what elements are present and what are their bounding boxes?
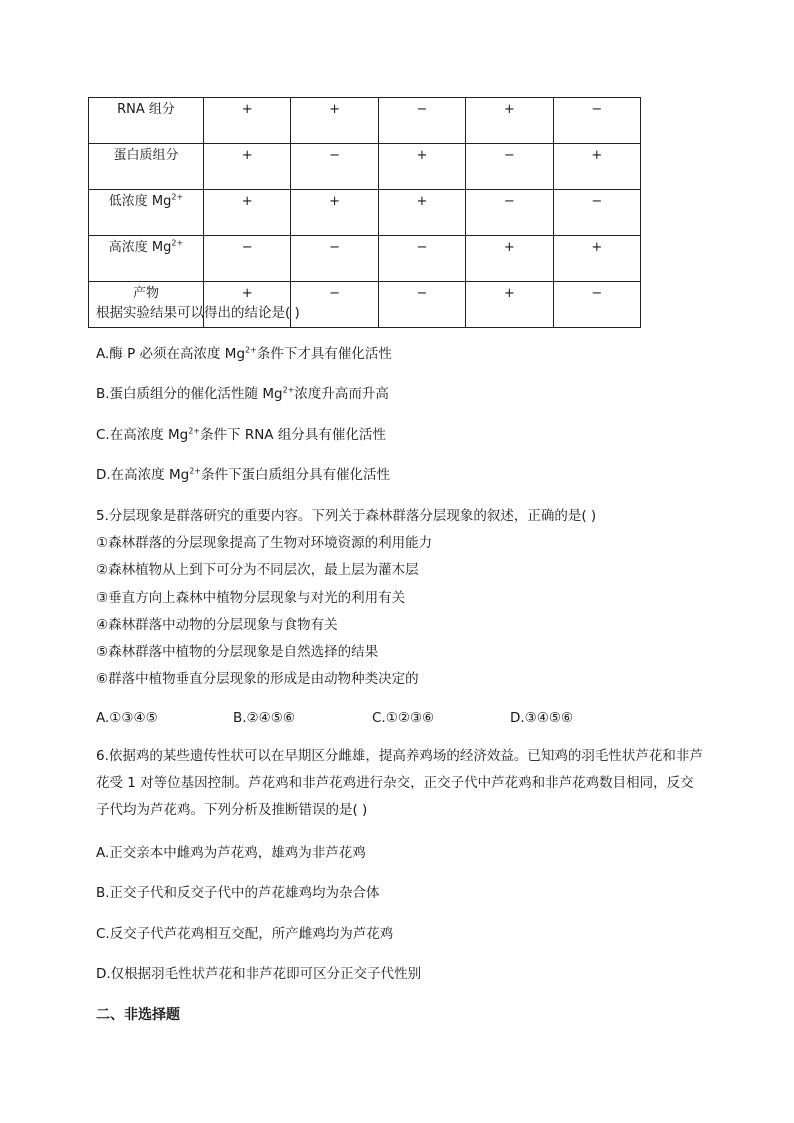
row-label: 低浓度 $Mg^{2+}$ (89, 190, 204, 236)
q5-statement-2: ②森林植物从上到下可分为不同层次，最上层为灌木层 (96, 562, 419, 578)
table-cell: − (378, 98, 465, 144)
table-row (89, 144, 641, 190)
table-cell: + (466, 282, 553, 328)
table-cell: + (553, 144, 640, 190)
row-label: 蛋白质组分 (89, 144, 204, 190)
q6-option-c: C.反交子代芦花鸡相互交配，所产雌鸡均为芦花鸡 (96, 926, 394, 942)
q4-option-a: A.酶 P 必须在高浓度 $Mg^{2+}$条件下才具有催化活性 (96, 345, 392, 362)
q5-statement-4: ④森林群落中动物的分层现象与食物有关 (96, 617, 338, 633)
q5-statement-1: ①森林群落的分层现象提高了生物对环境资源的利用能力 (96, 535, 433, 551)
table-cell: − (378, 236, 465, 282)
q4-option-b: B.蛋白质组分的催化活性随 $Mg^{2+}$浓度升高而升高 (96, 385, 389, 402)
q5-option-d: D.③④⑤⑥ (510, 710, 574, 726)
q4-option-c: C.在高浓度 $Mg^{2+}$条件下 RNA 组分具有催化活性 (96, 426, 386, 443)
table-row (89, 98, 641, 144)
section-title: 二、非选择题 (96, 1007, 180, 1023)
table-cell: + (204, 98, 291, 144)
q6-option-b: B.正交子代和反交子代中的芦花雄鸡均为杂合体 (96, 885, 380, 901)
table-row (89, 190, 641, 236)
row-label: 高浓度 $Mg^{2+}$ (89, 236, 204, 282)
q6-stem: 6.依据鸡的某些遗传性状可以在早期区分雌雄，提高养鸡场的经济效益。已知鸡的羽毛性状芦花和非芦花受 1 对等位基因控制。芦花鸡和非芦花鸡进行杂交，正交子代中芦花鸡和非芦花鸡数目相同，反交子代均为芦花鸡。下列分析及推断错误的是( ) (96, 748, 703, 818)
table-cell: − (553, 282, 640, 328)
table-cell: − (291, 144, 378, 190)
table-cell: − (204, 236, 291, 282)
table-cell: + (291, 190, 378, 236)
table-cell: + (291, 98, 378, 144)
table-cell: + (204, 282, 291, 328)
q5-option-c: C.①②③⑥ (372, 710, 435, 726)
table-cell: + (204, 144, 291, 190)
experiment-table (88, 97, 641, 328)
table-cell: + (553, 236, 640, 282)
q5-stem: 5.分层现象是群落研究的重要内容。下列关于森林群落分层现象的叙述，正确的是( ) (96, 508, 597, 524)
table-cell: − (553, 98, 640, 144)
q5-option-b: B.②④⑤⑥ (233, 710, 295, 726)
q5-option-a: A.①③④⑤ (96, 710, 158, 726)
table-cell: + (378, 144, 465, 190)
table-cell: − (466, 144, 553, 190)
q6-option-a: A.正交亲本中雌鸡为芦花鸡，雄鸡为非芦花鸡 (96, 845, 366, 861)
table-cell: + (466, 98, 553, 144)
table-cell: − (378, 282, 465, 328)
q5-statement-3: ③垂直方向上森林中植物分层现象与对光的利用有关 (96, 590, 406, 606)
q4-stem: 根据实验结果可以得出的结论是( ) (96, 305, 300, 321)
row-label: 产物 (89, 282, 204, 328)
table-cell: − (291, 236, 378, 282)
table-cell: − (291, 282, 378, 328)
table-cell: + (466, 236, 553, 282)
q5-options (96, 708, 616, 728)
row-label: RNA 组分 (89, 98, 204, 144)
table-cell: − (553, 190, 640, 236)
q6-option-d: D.仅根据羽毛性状芦花和非芦花即可区分正交子代性别 (96, 966, 422, 982)
table-cell: − (466, 190, 553, 236)
q4-option-d: D.在高浓度 $Mg^{2+}$条件下蛋白质组分具有催化活性 (96, 466, 390, 483)
table-cell: + (378, 190, 465, 236)
q5-statement-5: ⑤森林群落中植物的分层现象是自然选择的结果 (96, 644, 379, 660)
q5-statement-6: ⑥群落中植物垂直分层现象的形成是由动物种类决定的 (96, 671, 419, 687)
table-cell: + (204, 190, 291, 236)
table-row (89, 236, 641, 282)
